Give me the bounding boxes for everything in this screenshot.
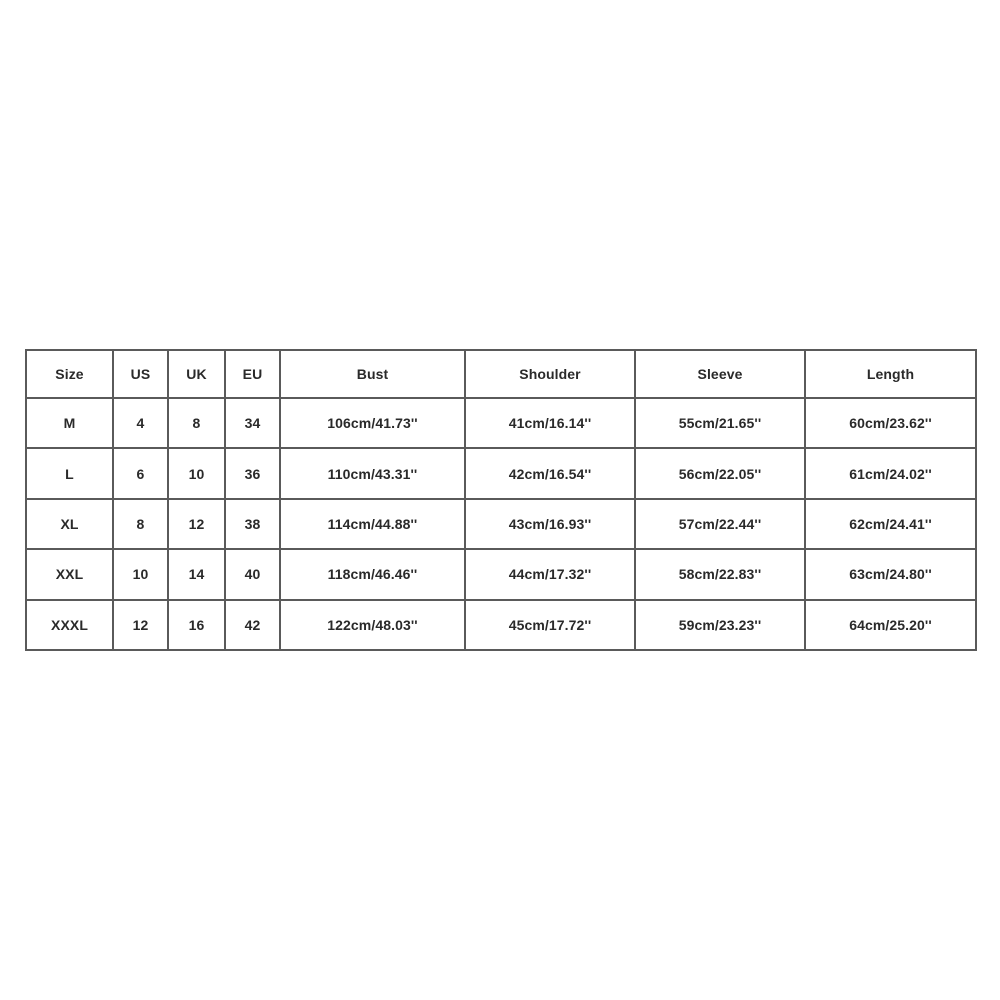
table-row <box>26 499 976 549</box>
cell-eu: 40 <box>225 549 280 599</box>
cell-sleeve: 55cm/21.65'' <box>635 398 805 448</box>
cell-uk: 10 <box>168 448 225 498</box>
cell-size: XXL <box>26 549 113 599</box>
header-us: US <box>113 350 168 398</box>
header-uk: UK <box>168 350 225 398</box>
cell-us: 8 <box>113 499 168 549</box>
cell-shoulder: 41cm/16.14'' <box>465 398 635 448</box>
cell-sleeve: 56cm/22.05'' <box>635 448 805 498</box>
header-shoulder: Shoulder <box>465 350 635 398</box>
header-row <box>26 350 976 398</box>
header-sleeve: Sleeve <box>635 350 805 398</box>
cell-bust: 110cm/43.31'' <box>280 448 465 498</box>
cell-us: 12 <box>113 600 168 650</box>
cell-eu: 34 <box>225 398 280 448</box>
header-bust: Bust <box>280 350 465 398</box>
cell-us: 10 <box>113 549 168 599</box>
cell-sleeve: 58cm/22.83'' <box>635 549 805 599</box>
cell-shoulder: 42cm/16.54'' <box>465 448 635 498</box>
cell-length: 62cm/24.41'' <box>805 499 976 549</box>
cell-uk: 12 <box>168 499 225 549</box>
cell-eu: 38 <box>225 499 280 549</box>
cell-uk: 14 <box>168 549 225 599</box>
cell-us: 4 <box>113 398 168 448</box>
cell-eu: 42 <box>225 600 280 650</box>
cell-length: 61cm/24.02'' <box>805 448 976 498</box>
cell-sleeve: 59cm/23.23'' <box>635 600 805 650</box>
cell-length: 60cm/23.62'' <box>805 398 976 448</box>
cell-size: M <box>26 398 113 448</box>
cell-size: XL <box>26 499 113 549</box>
cell-sleeve: 57cm/22.44'' <box>635 499 805 549</box>
cell-size: XXXL <box>26 600 113 650</box>
header-length: Length <box>805 350 976 398</box>
table-row <box>26 398 976 448</box>
table-row <box>26 600 976 650</box>
cell-us: 6 <box>113 448 168 498</box>
cell-bust: 122cm/48.03'' <box>280 600 465 650</box>
header-eu: EU <box>225 350 280 398</box>
cell-shoulder: 43cm/16.93'' <box>465 499 635 549</box>
header-size: Size <box>26 350 113 398</box>
cell-uk: 16 <box>168 600 225 650</box>
cell-bust: 106cm/41.73'' <box>280 398 465 448</box>
cell-bust: 118cm/46.46'' <box>280 549 465 599</box>
table-row <box>26 549 976 599</box>
cell-eu: 36 <box>225 448 280 498</box>
cell-bust: 114cm/44.88'' <box>280 499 465 549</box>
cell-length: 64cm/25.20'' <box>805 600 976 650</box>
size-chart-table <box>25 349 977 651</box>
cell-shoulder: 44cm/17.32'' <box>465 549 635 599</box>
cell-shoulder: 45cm/17.72'' <box>465 600 635 650</box>
cell-length: 63cm/24.80'' <box>805 549 976 599</box>
cell-uk: 8 <box>168 398 225 448</box>
table-row <box>26 448 976 498</box>
cell-size: L <box>26 448 113 498</box>
